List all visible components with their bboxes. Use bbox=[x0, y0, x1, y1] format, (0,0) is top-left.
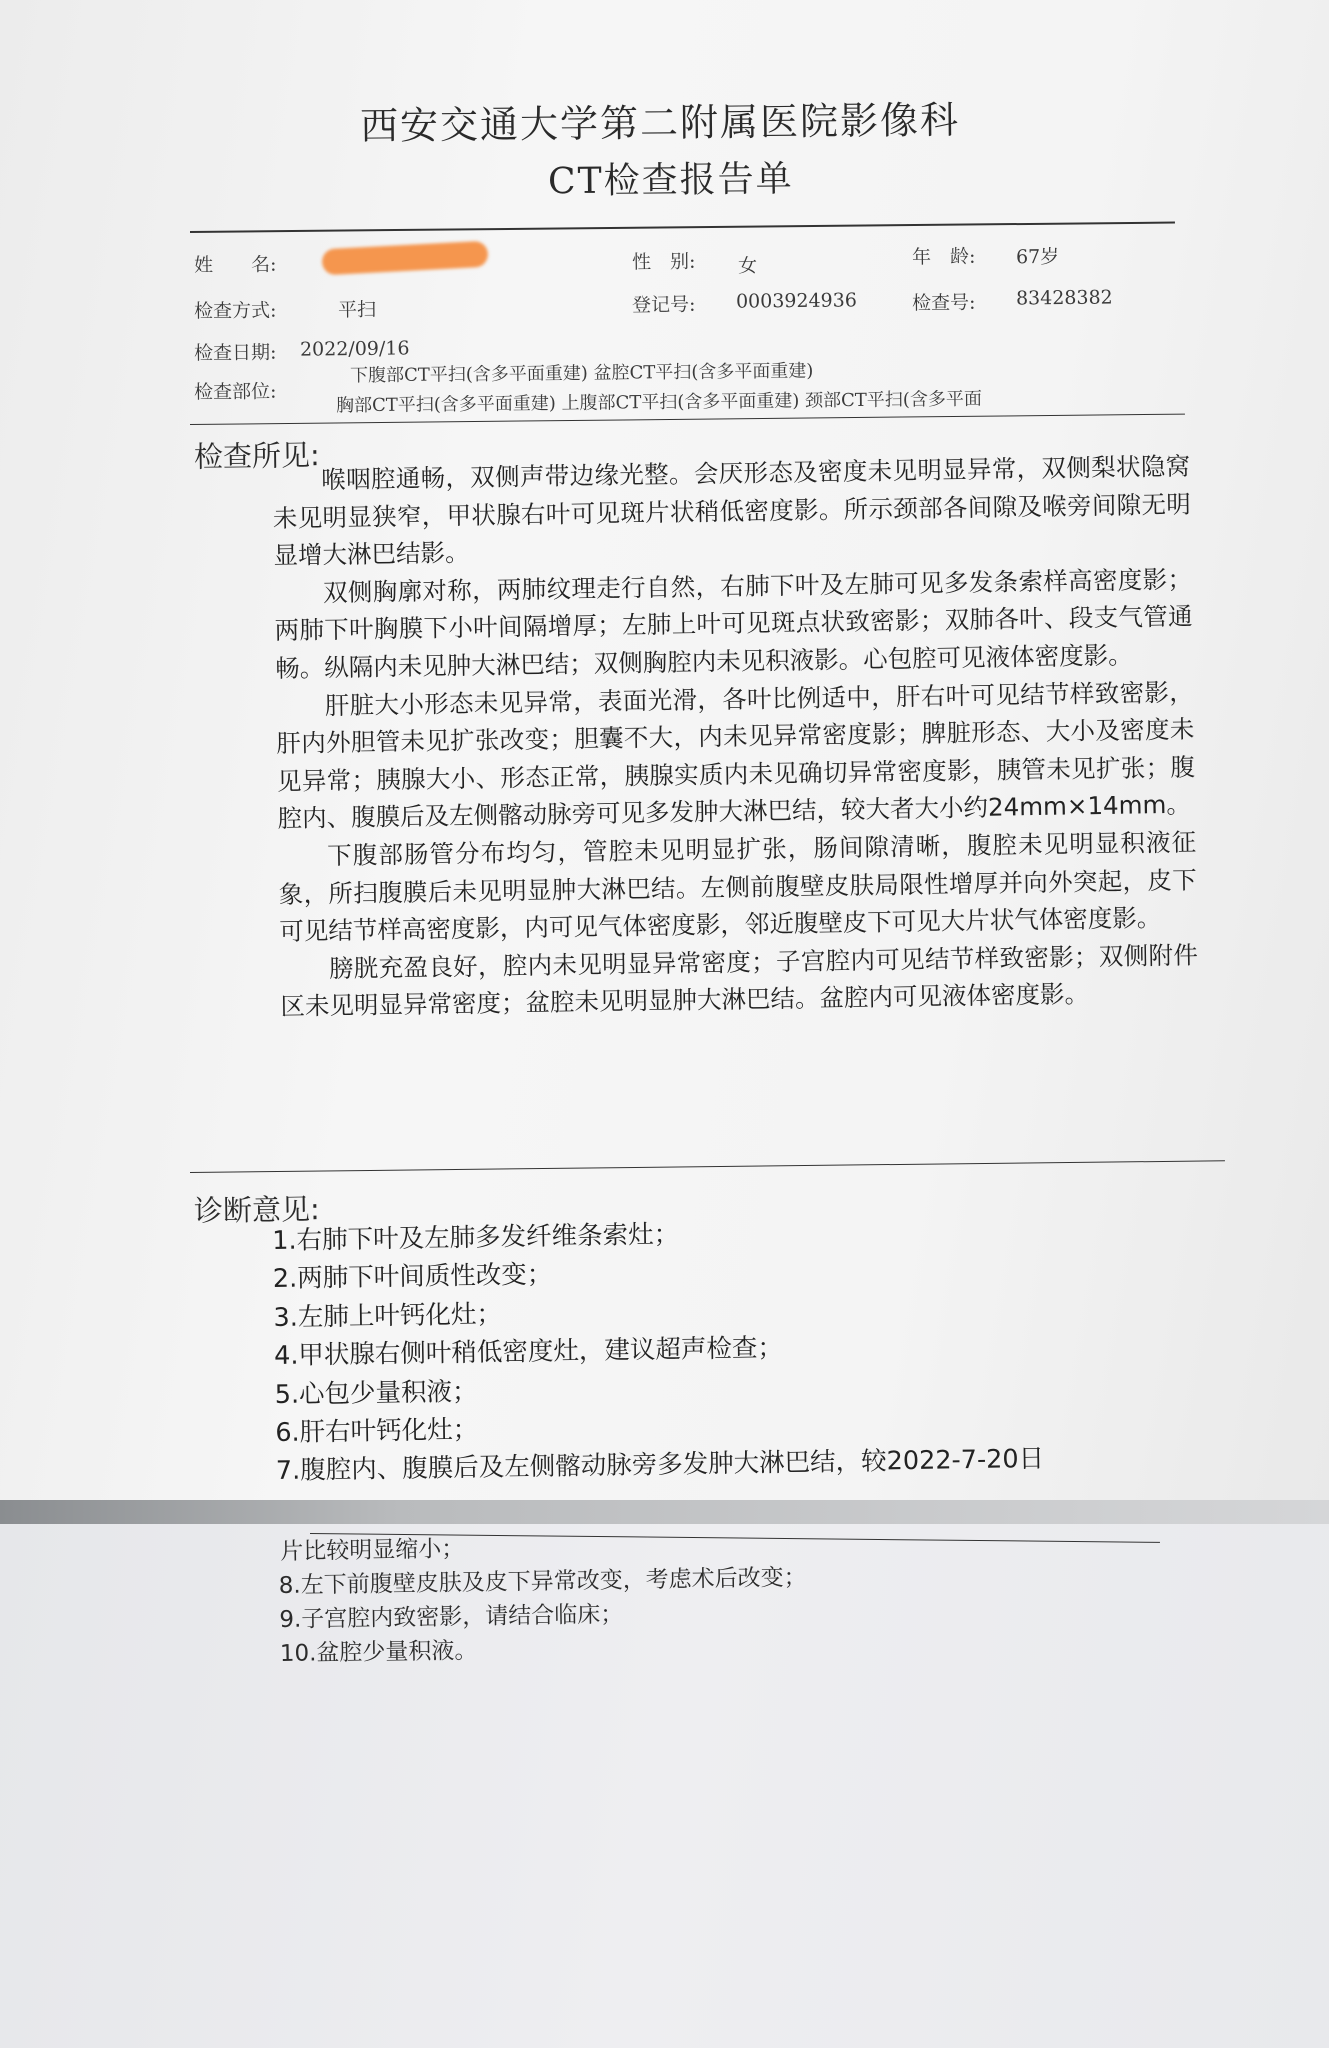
diagnosis-item: 7.腹腔内、腹膜后及左侧髂动脉旁多发肿大淋巴结，较2022-7-20日 bbox=[275, 1444, 1045, 1487]
page-seam bbox=[0, 1500, 1329, 1524]
findings-paragraph: 双侧胸廓对称，两肺纹理走行自然，右肺下叶及左肺可见多发条索样高密度影；两肺下叶胸膜下小叶间隔增厚；左肺上叶可见斑点状致密影；双肺各叶、段支气管通畅。纵隔内未见肿大淋巴结；双侧胸腔内未见积液影。心包腔可见液体密度影。 bbox=[274, 564, 1193, 683]
gender-value: 女 bbox=[737, 254, 758, 278]
findings-text bbox=[272, 448, 1199, 1026]
diagnosis-continuation: 片比较明显缩小； bbox=[280, 1536, 465, 1565]
diagnosis-item: 3.左肺上叶钙化灶； bbox=[273, 1299, 503, 1333]
exam-number: 83428382 bbox=[1015, 286, 1113, 310]
age-label: 年 龄: bbox=[911, 245, 976, 269]
method-value: 平扫 bbox=[337, 298, 377, 322]
parts-label: 检查部位: bbox=[193, 380, 277, 404]
findings-paragraph: 下腹部肠管分布均匀，管腔未见明显扩张，肠间隙清晰，腹腔未见明显积液征象，所扫腹膜后未见明显肿大淋巴结。左侧前腹壁皮肤局限性增厚并向外突起，皮下可见结节样高密度影，内可见气体密度影，邻近腹壁皮下可见大片状气体密度影。 bbox=[278, 827, 1197, 947]
findings-paragraph: 喉咽腔通畅，双侧声带边缘光整。会厌形态及密度未见明显异常，双侧梨状隐窝未见明显狭窄，甲状腺右叶可见斑片状稍低密度影。所示颈部各间隙及喉旁间隙无明显增大淋巴结影。 bbox=[272, 451, 1191, 571]
diagnosis-item: 8.左下前腹壁皮肤及皮下异常改变，考虑术后改变； bbox=[278, 1564, 807, 1599]
date-label: 检查日期: bbox=[193, 341, 277, 365]
diagnosis-item: 9.子宫腔内致密影，请结合临床； bbox=[279, 1601, 624, 1633]
findings-paragraph: 肝脏大小形态未见异常，表面光滑，各叶比例适中，肝右叶可见结节样致密影，肝内外胆管未见扩张改变；胆囊不大，内未见异常密度影；脾脏形态、大小及密度未见异常；胰腺大小、形态正常，胰腺实质内未见确切异常密度影，胰管未见扩张；腹腔内、腹膜后及左侧髂动脉旁可见多发肿大淋巴结，较大者大小约24mm×14mm。 bbox=[276, 677, 1196, 834]
diagnosis-item: 6.肝右叶钙化灶； bbox=[275, 1414, 479, 1449]
exam-label: 检查号: bbox=[911, 291, 976, 315]
diagnosis-item: 2.两肺下叶间质性改变； bbox=[272, 1260, 553, 1295]
parts-line-1: 下腹部CT平扫(含多平面重建) 盆腔CT平扫(含多平面重建) bbox=[349, 360, 814, 387]
diagnosis-item: 1.右肺下叶及左肺多发纤维条索灶； bbox=[272, 1219, 680, 1256]
gender-label: 性 别: bbox=[631, 250, 696, 274]
name-label: 姓 名: bbox=[193, 253, 277, 277]
findings-paragraph: 膀胱充盈良好，腔内未见明显异常密度；子宫腔内可见结节样致密影；双侧附件区未见明显异常密度；盆腔未见明显肿大淋巴结。盆腔内可见液体密度影。 bbox=[280, 940, 1199, 1022]
reg-number: 0003924936 bbox=[735, 289, 858, 313]
diagnosis-heading: 诊断意见: bbox=[193, 1192, 321, 1228]
diagnosis-list-page2 bbox=[278, 1524, 980, 1671]
method-label: 检查方式: bbox=[193, 299, 277, 323]
findings-heading: 检查所见: bbox=[193, 438, 321, 474]
diagnosis-list bbox=[272, 1208, 1196, 1491]
diagnosis-item: 5.心包少量积液； bbox=[274, 1376, 478, 1410]
parts-line-2: 胸部CT平扫(含多平面重建) 上腹部CT平扫(含多平面重建) 颈部CT平扫(含多平面 bbox=[335, 388, 982, 417]
diagnosis-item: 10.盆腔少量积液。 bbox=[279, 1637, 478, 1667]
diagnosis-item: 4.甲状腺右侧叶稍低密度灶，建议超声检查； bbox=[273, 1333, 784, 1372]
exam-date: 2022/09/16 bbox=[299, 337, 410, 361]
hospital-title: 西安交通大学第二附属医院影像科 bbox=[359, 97, 961, 149]
age-value: 67岁 bbox=[1015, 245, 1060, 269]
reg-label: 登记号: bbox=[631, 293, 696, 317]
report-title: CT检查报告单 bbox=[547, 158, 794, 203]
